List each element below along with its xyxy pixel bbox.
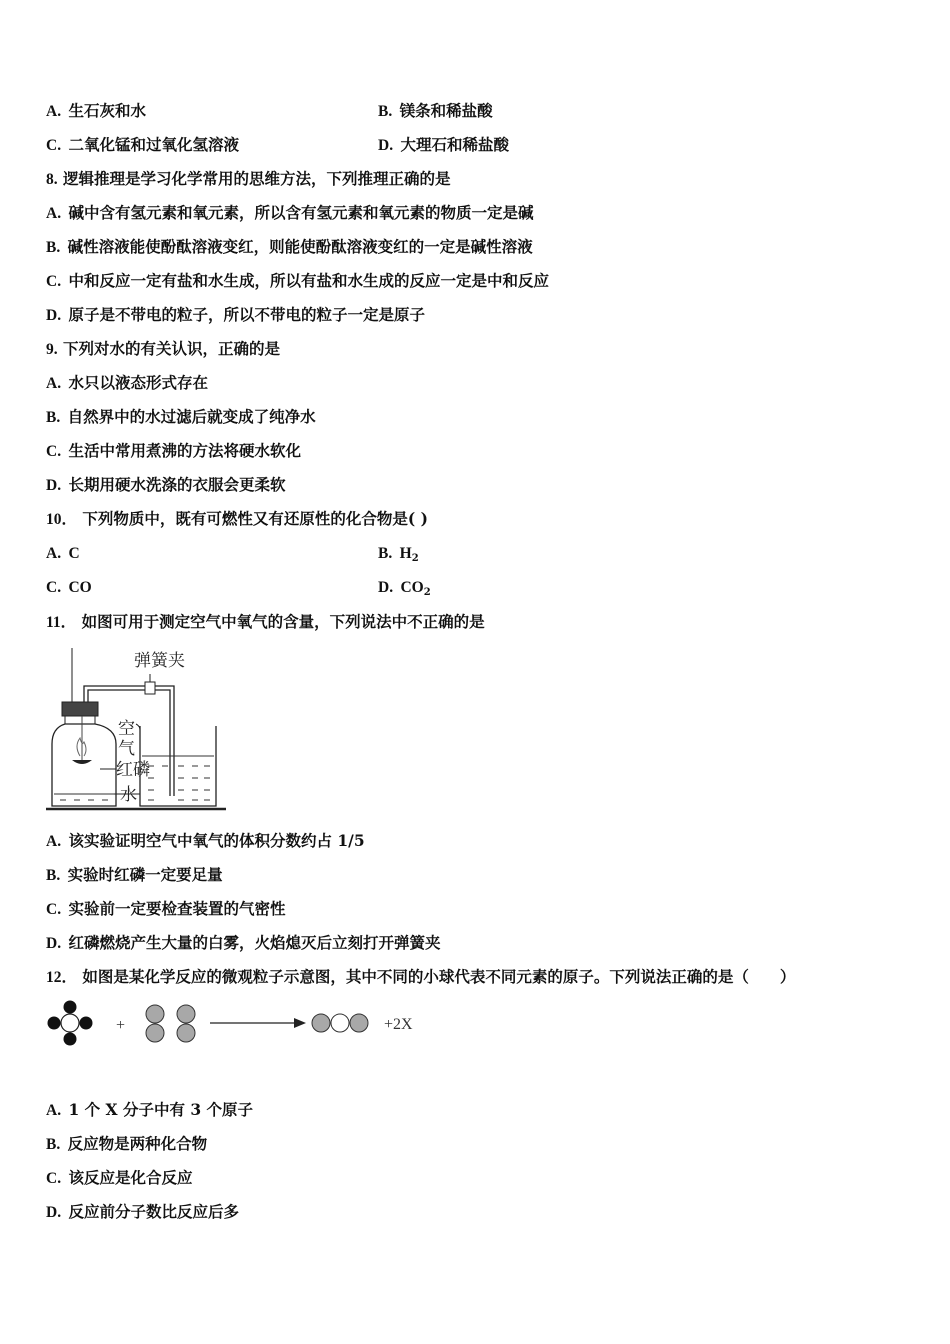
option-text: 长期用硬水洗涤的衣服会更柔软	[68, 475, 286, 494]
gray-atom	[146, 1024, 164, 1042]
option-letter: D.	[378, 579, 394, 596]
gray-atom	[312, 1014, 330, 1032]
option-letter: B.	[46, 1136, 61, 1153]
oxygen-measurement-apparatus	[44, 644, 230, 814]
q11-option-c	[46, 899, 286, 920]
product-extra: +2X	[384, 1016, 413, 1033]
q7-option-d	[378, 135, 509, 156]
q12-stem	[46, 967, 795, 988]
question-text: 下列对水的有关认识，正确的是	[63, 339, 281, 358]
option-letter: A.	[46, 205, 62, 222]
q7-option-c	[46, 135, 239, 156]
plus-sign: +	[116, 1017, 126, 1034]
option-text: 二氧化锰和过氧化氢溶液	[68, 135, 239, 154]
product-molecule	[312, 1014, 368, 1032]
option-letter: D.	[46, 307, 62, 324]
reactant-molecule-1	[48, 1001, 93, 1046]
q11-option-d	[46, 933, 441, 954]
light-atom	[331, 1014, 349, 1032]
reactant-molecule-2b	[177, 1005, 195, 1042]
option-text: H	[399, 545, 412, 562]
reaction-micro-diagram	[44, 1000, 434, 1050]
subscript: 2	[411, 553, 419, 564]
option-text: 碱性溶液能使酚酞溶液变红，则能使酚酞溶液变红的一定是碱性溶液	[67, 237, 533, 256]
question-text: 如图可用于测定空气中氧气的含量，下列说法中不正确的是	[81, 612, 485, 631]
option-text: CO	[400, 579, 424, 596]
spring-clamp	[145, 682, 155, 694]
gray-atom	[350, 1014, 368, 1032]
q10-option-c	[46, 577, 92, 598]
option-text: 镁条和稀盐酸	[399, 101, 493, 120]
option-text: 大理石和稀盐酸	[400, 135, 509, 154]
gray-atom	[177, 1005, 195, 1023]
option-text: 实验前一定要检查装置的气密性	[68, 899, 286, 918]
black-atom	[48, 1017, 61, 1030]
subscript: 2	[423, 587, 431, 598]
black-atom	[80, 1017, 93, 1030]
water-label: 水	[120, 785, 137, 805]
question-text: 下列物质中，既有可燃性又有还原性的化合物是( )	[82, 509, 428, 528]
question-number: 12．	[46, 969, 78, 986]
center-atom	[61, 1014, 79, 1032]
gray-atom	[177, 1024, 195, 1042]
option-text: 1 个 X 分子中有 3 个原子	[68, 1100, 254, 1119]
option-letter: A.	[46, 833, 62, 850]
option-letter: B.	[378, 545, 393, 562]
option-letter: C.	[46, 1170, 62, 1187]
q9-stem	[46, 339, 280, 360]
black-atom	[64, 1001, 77, 1014]
question-number: 11．	[46, 614, 77, 631]
question-number: 8.	[46, 171, 58, 188]
q8-stem	[46, 169, 451, 190]
q8-option-d	[46, 305, 425, 326]
option-letter: A.	[46, 103, 62, 120]
q10-option-b	[378, 543, 419, 569]
q10-option-d	[378, 577, 431, 603]
option-letter: C.	[46, 443, 62, 460]
question-number: 9.	[46, 341, 58, 358]
option-text: 水只以液态形式存在	[68, 373, 208, 392]
q10-option-a	[46, 543, 80, 564]
option-text: 反应物是两种化合物	[67, 1134, 208, 1153]
option-text: C	[68, 545, 80, 562]
option-letter: B.	[46, 867, 61, 884]
option-text: 原子是不带电的粒子，所以不带电的粒子一定是原子	[68, 305, 425, 324]
option-letter: A.	[46, 1102, 62, 1119]
option-letter: C.	[46, 137, 62, 154]
q9-option-b	[46, 407, 316, 428]
option-text: 该反应是化合反应	[68, 1168, 193, 1187]
q11-stem	[46, 612, 485, 633]
beaker-water-hatch	[148, 766, 210, 800]
option-letter: A.	[46, 375, 62, 392]
option-letter: D.	[46, 935, 62, 952]
rubber-stopper	[62, 702, 98, 716]
gray-atom	[146, 1005, 164, 1023]
q11-option-a	[46, 831, 365, 852]
option-letter: C.	[46, 579, 62, 596]
option-letter: D.	[378, 137, 394, 154]
q8-option-c	[46, 271, 549, 292]
q12-option-d	[46, 1202, 239, 1223]
q10-stem	[46, 509, 428, 530]
q7-option-b	[378, 101, 493, 122]
air-label-2: 气	[118, 739, 135, 759]
option-letter: C.	[46, 901, 62, 918]
option-text: 生石灰和水	[68, 101, 146, 120]
arrow-head	[294, 1018, 306, 1028]
reactant-molecule-2a	[146, 1005, 164, 1042]
q8-option-a	[46, 203, 534, 224]
option-text: 生活中常用煮沸的方法将硬水软化	[68, 441, 301, 460]
option-text: 中和反应一定有盐和水生成，所以有盐和水生成的反应一定是中和反应	[68, 271, 549, 290]
q12-option-a	[46, 1100, 253, 1121]
option-text: CO	[68, 579, 92, 596]
option-text: 碱中含有氢元素和氧元素，所以含有氢元素和氧元素的物质一定是碱	[68, 203, 534, 222]
q11-option-b	[46, 865, 223, 886]
phosphorus-label: 红磷	[116, 760, 150, 780]
q12-option-b	[46, 1134, 207, 1155]
option-letter: B.	[378, 103, 393, 120]
clamp-label: 弹簧夹	[134, 651, 185, 671]
option-text: 该实验证明空气中氧气的体积分数约占 1/5	[68, 831, 365, 850]
q12-option-c	[46, 1168, 193, 1189]
option-letter: D.	[46, 477, 62, 494]
option-letter: A.	[46, 545, 62, 562]
option-letter: B.	[46, 239, 61, 256]
air-label-1: 空	[118, 719, 135, 739]
q9-option-d	[46, 475, 286, 496]
question-text: 如图是某化学反应的微观粒子示意图，其中不同的小球代表不同元素的原子。下列说法正确的是（ ）	[82, 967, 796, 986]
q9-option-a	[46, 373, 208, 394]
option-letter: B.	[46, 409, 61, 426]
q7-option-a	[46, 101, 146, 122]
option-letter: D.	[46, 1204, 62, 1221]
bottle-neck	[65, 716, 95, 724]
q8-option-b	[46, 237, 533, 258]
black-atom	[64, 1033, 77, 1046]
question-text: 逻辑推理是学习化学常用的思维方法，下列推理正确的是	[63, 169, 451, 188]
option-text: 自然界中的水过滤后就变成了纯净水	[67, 407, 316, 426]
q9-option-c	[46, 441, 301, 462]
question-number: 10．	[46, 511, 78, 528]
option-text: 反应前分子数比反应后多	[68, 1202, 239, 1221]
option-letter: C.	[46, 273, 62, 290]
option-text: 实验时红磷一定要足量	[67, 865, 223, 884]
option-text: 红磷燃烧产生大量的白雾，火焰熄灭后立刻打开弹簧夹	[68, 933, 441, 952]
